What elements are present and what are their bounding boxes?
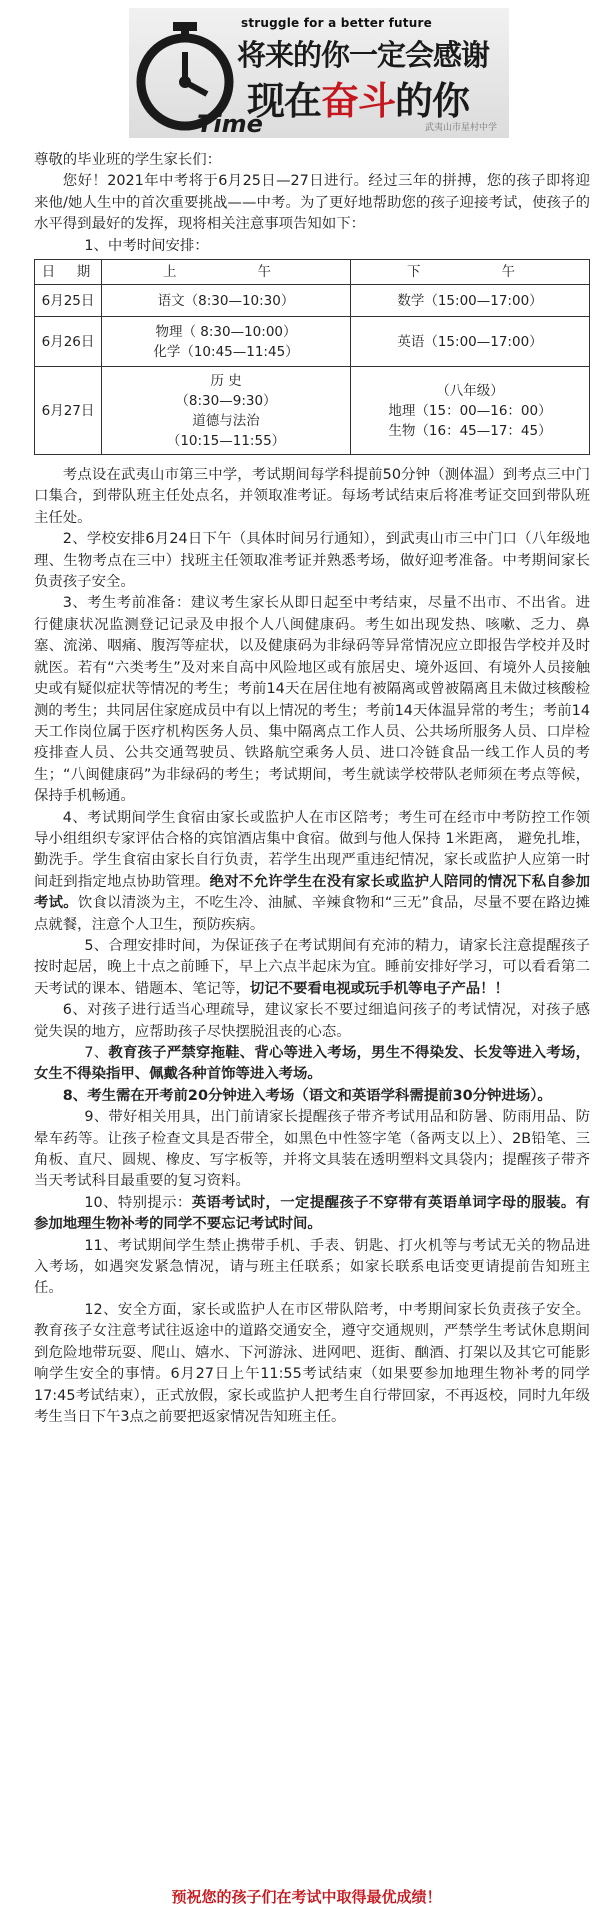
- subject-line: 地理（15：00—16：00）: [388, 402, 552, 419]
- header-date: 日 期: [35, 260, 102, 285]
- item-4-text-c: 饮食以清淡为主，不吃生冷、油腻、辛辣食物和“三无”食品，尽量不要在路边摊点就餐，注意个人卫生，预防疾病。: [34, 895, 590, 933]
- row-date: 6月27日: [35, 367, 102, 455]
- header-morning: 上 午: [102, 260, 351, 285]
- subject-line: （10:15—11:55）: [166, 432, 286, 449]
- item-12-paragraph: 12、安全方面，家长或监护人在市区带队陪考，中考期间家长负责孩子安全。教育孩子女注意考试往返途中的道路交通安全，遵守交通规则，严禁学生考试休息期间到危险地带玩耍、爬山、嬉水、下河游泳、进网吧、逛街、酗酒、打架以及其它可能影响学生安全的事情。6月27日上午11:55考试结束（如果要参加地理生物补考的同学17:45考试结束），正式放假，家长或监护人把考生自行带回家，不再返校，同时九年级考生当日下午3点之前要把返家情况告知班主任。: [34, 1301, 590, 1425]
- greeting: 尊敬的毕业班的学生家长们：: [34, 152, 222, 168]
- item-4-emphasis: 绝对不允许学生在没有家长或监护人陪同的情况下私自参加考试。: [34, 873, 590, 912]
- exam-schedule-table: [34, 259, 590, 455]
- item-8-emphasis: 8、考生需在开考前20分钟进入考场（语文和英语学科需提前30分钟进场）。: [62, 1087, 552, 1104]
- item-10-label: 10、特别提示：: [84, 1194, 192, 1211]
- subject-line: 英语（15:00—17:00）: [397, 333, 543, 350]
- header-afternoon: 下 午: [351, 260, 590, 285]
- subject-line: 数学（15:00—17:00）: [397, 292, 543, 309]
- header-banner: [129, 8, 509, 138]
- watermark-text: 武夷山市星村中学: [424, 123, 497, 133]
- item-2-paragraph: 2、学校安排6月24日下午（具体时间另行通知），到武夷山市三中门口（八年级地理、生物考点在三中）找班主任领取准考证并熟悉考场，做好迎考准备。中考期间家长负责孩子安全。: [34, 531, 590, 591]
- banner-slogan-line2-c: 的你: [395, 79, 470, 123]
- subject-line: 道德与法治: [192, 412, 260, 429]
- item-4-text-a: 4、考试期间学生食宿由家长或监护人在市区陪考；考生可在经市中考防控工作领导小组组织专家评估合格的宾馆酒店集中食宿。做到与他人保持 1米距离， 避免扎堆，勤洗手。学生食宿由家长自行负责，若学生出现严重违纪情况，家长或监护人应第一时间赶到指定地点协助管理。: [34, 809, 590, 890]
- banner-slogan-line2-b: 奋斗: [321, 79, 396, 123]
- row-morning: [102, 367, 351, 455]
- row-morning: [102, 285, 351, 317]
- notice-body: [34, 150, 590, 1428]
- banner-slogan-line2: [247, 70, 469, 125]
- subject-line: 生物（16：45—17：45）: [388, 422, 552, 439]
- item-7-paragraph: [34, 1043, 590, 1086]
- item-10-emphasis: 英语考试时，一定提醒孩子不穿带有英语单词字母的服装。有参加地理生物补考的同学不要忘记考试时间。: [34, 1194, 590, 1233]
- subject-line: 语文（8:30—10:30）: [157, 292, 295, 309]
- subject-line: 化学（10:45—11:45）: [153, 343, 299, 360]
- item-9-paragraph: 9、带好相关用具，出门前请家长提醒孩子带齐考试用品和防暑、防雨用品、防晕车药等。让孩子检查文具是否带全，如黑色中性签字笔（备两支以上）、2B铅笔、三角板、直尺、圆规、橡皮、写字板等，并将文具装在透明塑料文具袋内；提醒孩子带齐当天考试科目最重要的复习资料。: [34, 1109, 590, 1190]
- banner-word-time: Time: [197, 110, 263, 138]
- item-5-text: 5、合理安排时间，为保证孩子在考试期间有充沛的精力，请家长注意提醒孩子按时起居，晚上十点之前睡下，早上六点半起床为宜。睡前安排好学习，可以看看第二天考试的课本、错题本、笔记等，: [34, 937, 590, 997]
- item-4-paragraph: [34, 808, 590, 936]
- intro-paragraph: 您好！2021年中考将于6月25日—27日进行。经过三年的拼搏，您的孩子即将迎来他/她人生中的首次重要挑战——中考。为了更好地帮助您的孩子迎接考试，使孩子的水平得到最好的发挥，现将相关注意事项告知如下：: [34, 173, 590, 233]
- location-paragraph: 考点设在武夷山市第三中学，考试期间每学科提前50分钟（测体温）到考点三中门口集合，到带队班主任处点名，并领取准考证。每场考试结束后将准考证交回到带队班主任处。: [34, 467, 590, 526]
- row-date: 6月26日: [35, 317, 102, 367]
- banner-slogan-line2-a: 现在: [247, 79, 322, 123]
- row-afternoon: [351, 367, 590, 455]
- item-3-paragraph: 3、考生考前准备：建议考生家长从即日起至中考结束，尽量不出市、不出省。进行健康状况监测登记记录及申报个人八闽健康码。考生如出现发热、咳嗽、乏力、鼻塞、流涕、咽痛、腹泻等症状，以及健康码为非绿码等异常情况应立即报告学校并及时就医。若有“六类考生”及对来自高中风险地区或有旅居史、境外返回、有境外人员接触史或有疑似症状等情况的考生；考前14天在居住地有被隔离或曾被隔离且未做过核酸检测的考生；共同居住家庭成员中有以上情况的考生；考前14天体温异常的考生；考前14天工作岗位属于医疗机构医务人员、集中隔离点工作人员、公共场所服务人员、口岸检疫排查人员、公共交通驾驶员、铁路航空乘务人员、进口冷链食品一线工作人员的考生；“八闽健康码”为非绿码的考生；考试期间，考生就读学校带队老师须在考点等候，保持手机畅通。: [34, 595, 590, 805]
- section-1-title: 1、中考时间安排：: [84, 237, 209, 254]
- item-7-emphasis: 教育孩子严禁穿拖鞋、背心等进入考场，男生不得染发、长发等进入考场，女生不得染指甲、佩戴各种首饰等进入考场。: [34, 1045, 590, 1083]
- banner-slogan-line1: 将来的你一定会感谢: [237, 38, 490, 72]
- row-morning: [102, 317, 351, 367]
- table-row: [35, 285, 590, 317]
- subject-line: （八年级）: [436, 382, 504, 399]
- item-11-paragraph: 11、考试期间学生禁止携带手机、手表、钥匙、打火机等与考试无关的物品进入考场，如遇突发紧急情况，请与班主任联系；如家长联系电话变更请提前告知班主任。: [34, 1237, 590, 1297]
- item-5-emphasis: 切记不要看电视或玩手机等电子产品！！: [249, 980, 509, 997]
- item-5-paragraph: [34, 936, 590, 1000]
- table-row: [35, 317, 590, 367]
- banner-slogan-en: struggle for a better future: [241, 16, 432, 30]
- subject-line: （8:30—9:30）: [175, 392, 277, 409]
- item-7-number: 7、: [84, 1045, 109, 1061]
- item-6-paragraph: 6、对孩子进行适当心理疏导，建议家长不要过细追问孩子的考试情况，对孩子感觉失误的地方，应帮助孩子尽快摆脱沮丧的心态。: [34, 1002, 590, 1040]
- subject-line: 历 史: [210, 372, 242, 389]
- table-row: [35, 367, 590, 455]
- row-date: 6月25日: [35, 285, 102, 317]
- closing-wish: 预祝您的孩子们在考试中取得最优成绩！: [171, 1888, 442, 1906]
- table-header-row: [35, 260, 590, 285]
- item-10-paragraph: [34, 1193, 590, 1236]
- row-afternoon: [351, 285, 590, 317]
- item-8-paragraph: [34, 1086, 590, 1107]
- row-afternoon: [351, 317, 590, 367]
- subject-line: 物理（ 8:30—10:00）: [155, 323, 297, 340]
